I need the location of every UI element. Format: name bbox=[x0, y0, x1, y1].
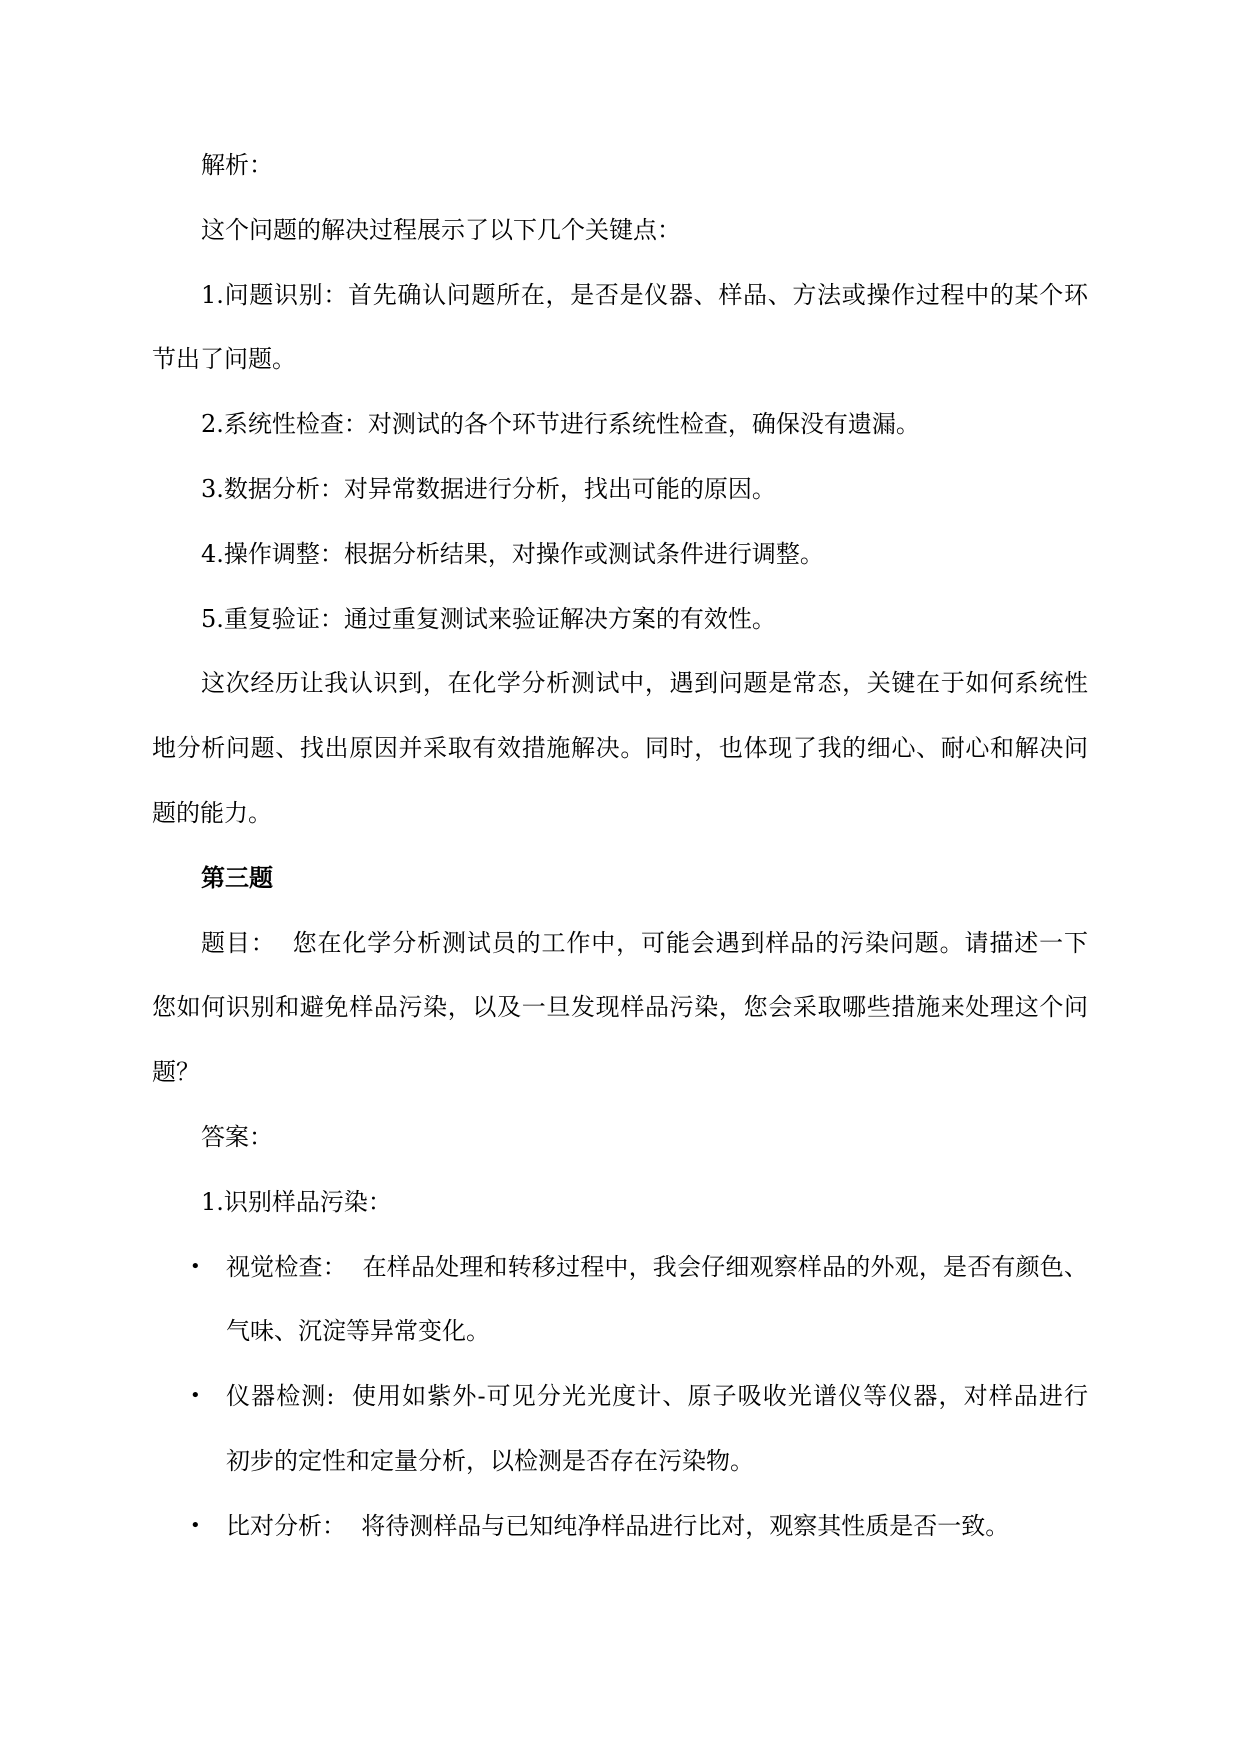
key-point-line: 1.问题识别：首先确认问题所在，是否是仪器、样品、方法或操作过程中的某个环 bbox=[201, 280, 1088, 309]
analysis-label-paragraph bbox=[152, 133, 1088, 198]
analysis-intro-paragraph bbox=[152, 198, 1088, 263]
list-item-line: 视觉检查： 在样品处理和转移过程中，我会仔细观察样品的外观，是否有颜色、 bbox=[226, 1252, 1088, 1281]
bullet-icon: • bbox=[190, 1255, 201, 1277]
list-item-line: 比对分析： 将待测样品与已知纯净样品进行比对，观察其性质是否一致。 bbox=[226, 1511, 1010, 1540]
key-point-line: 3.数据分析：对异常数据进行分析，找出可能的原因。 bbox=[201, 474, 776, 503]
document-body bbox=[152, 133, 1088, 1559]
section1-title-paragraph bbox=[152, 1170, 1088, 1235]
analysis-label: 解析： bbox=[201, 151, 273, 179]
section1-title: 1.识别样品污染： bbox=[201, 1187, 392, 1216]
question3-heading-paragraph bbox=[152, 846, 1088, 911]
key-point-4 bbox=[152, 522, 1088, 587]
prompt-line: 您如何识别和避免样品污染，以及一旦发现样品污染，您会采取哪些措施来处理这个问 bbox=[152, 993, 1088, 1022]
list-item bbox=[152, 1364, 1088, 1494]
prompt-line: 题目： 您在化学分析测试员的工作中，可能会遇到样品的污染问题。请描述一下 bbox=[201, 928, 1088, 957]
reflection-line: 题的能力。 bbox=[152, 798, 272, 827]
contamination-identification-list bbox=[152, 1235, 1088, 1559]
list-item-line: 仪器检测: 使用如紫外-可见分光光度计、原子吸收光谱仪等仪器，对样品进行 bbox=[226, 1382, 1088, 1411]
key-point-line: 4.操作调整：根据分析结果，对操作或测试条件进行调整。 bbox=[201, 539, 824, 568]
answer-label-paragraph bbox=[152, 1105, 1088, 1170]
question3-prompt bbox=[152, 911, 1088, 1105]
list-item bbox=[152, 1494, 1088, 1559]
key-point-3 bbox=[152, 457, 1088, 522]
key-point-1 bbox=[152, 263, 1088, 393]
reflection-paragraph bbox=[152, 651, 1088, 845]
key-point-2 bbox=[152, 392, 1088, 457]
list-item bbox=[152, 1235, 1088, 1365]
list-item-line: 初步的定性和定量分析，以检测是否存在污染物。 bbox=[226, 1446, 754, 1475]
reflection-line: 地分析问题、找出原因并采取有效措施解决。同时，也体现了我的细心、耐心和解决问 bbox=[152, 734, 1088, 763]
key-point-5 bbox=[152, 587, 1088, 652]
analysis-intro: 这个问题的解决过程展示了以下几个关键点： bbox=[201, 215, 681, 244]
bullet-icon: • bbox=[190, 1514, 201, 1536]
reflection-line: 这次经历让我认识到，在化学分析测试中，遇到问题是常态，关键在于如何系统性 bbox=[201, 669, 1088, 698]
bullet-icon: • bbox=[190, 1385, 201, 1407]
key-point-line: 2.系统性检查：对测试的各个环节进行系统性检查，确保没有遗漏。 bbox=[201, 410, 920, 439]
key-point-line: 节出了问题。 bbox=[152, 345, 296, 374]
key-point-line: 5.重复验证：通过重复测试来验证解决方案的有效性。 bbox=[201, 604, 776, 633]
prompt-line: 题？ bbox=[152, 1058, 200, 1087]
question3-heading: 第三题 bbox=[201, 862, 273, 892]
list-item-line: 气味、沉淀等异常变化。 bbox=[226, 1317, 490, 1346]
answer-label: 答案： bbox=[201, 1122, 273, 1151]
